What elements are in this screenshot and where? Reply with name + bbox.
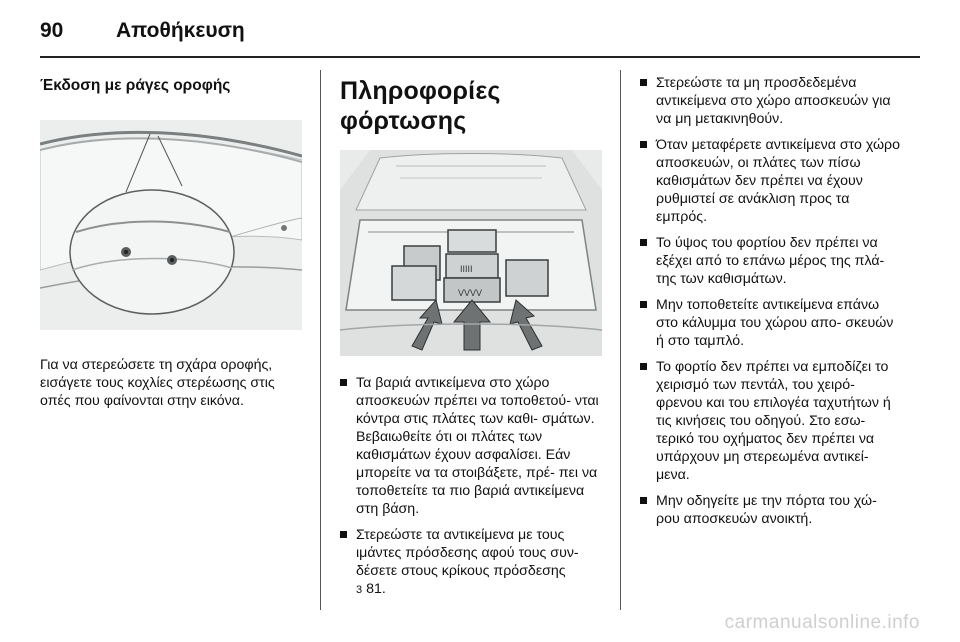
bullet-square-icon xyxy=(340,379,347,386)
bullet-square-icon xyxy=(640,79,647,86)
header-rule xyxy=(40,56,920,58)
page-reference: 81. xyxy=(362,581,386,597)
svg-text:VVVV: VVVV xyxy=(458,288,483,298)
reference-arrow-icon: 3 xyxy=(356,584,363,596)
bullet-square-icon xyxy=(640,239,647,246)
cargo-loading-illustration xyxy=(340,150,602,356)
bullet-item: Στερεώστε τα μη προσδεδεμένα αντικείμενα στο χώρο αποσκευών για να μη μετακινηθούν. xyxy=(640,74,902,128)
loading-bullets-middle xyxy=(340,374,602,599)
column-divider-2 xyxy=(620,70,621,610)
loading-bullets-right xyxy=(640,74,902,528)
middle-column xyxy=(340,76,602,607)
section-title-roof-rails: Έκδοση με ράγες οροφής xyxy=(40,77,231,94)
loading-info-title-line2: φόρτωσης xyxy=(340,107,467,135)
bullet-item: Το ύψος του φορτίου δεν πρέπει να εξέχει από το επάνω μέρος της πλά- της των καθισμάτων. xyxy=(640,234,902,288)
roof-rack-illustration xyxy=(40,120,302,330)
bullet-square-icon xyxy=(640,497,647,504)
bullet-square-icon xyxy=(340,531,347,538)
page-number: 90 xyxy=(40,19,64,42)
bullet-item: Στερεώστε τα αντικείμενα με τους ιμάντες πρόσδεσης αφού τους συν- δέσετε στους κρίκους πρόσδεσης 3 81. xyxy=(340,526,602,599)
page-header xyxy=(40,14,920,48)
page-title: Αποθήκευση xyxy=(116,19,245,42)
left-column xyxy=(40,76,302,410)
roof-rack-instructions: Για να στερεώσετε τη σχάρα οροφής, εισάγετε τους κοχλίες στερέωσης στις οπές που φαίνονται στην εικόνα. xyxy=(40,357,275,409)
bullet-item: Μην τοποθετείτε αντικείμενα επάνω στο κάλυμμα του χώρου απο- σκευών ή στο ταμπλό. xyxy=(640,296,902,350)
column-divider-1 xyxy=(320,70,321,610)
bullet-item: Το φορτίο δεν πρέπει να εμποδίζει το χειρισμό των πεντάλ, του χειρό- φρενου και του επιλογέα ταχυτήτων ή τις κινήσεις του οδηγού. Στο εσω- τερικό του οχήματος δεν πρέπει να υπάρχουν μη στερεωμένα αντικεί- μενα. xyxy=(640,358,902,484)
bullet-square-icon xyxy=(640,141,647,148)
bullet-item: Μην οδηγείτε με την πόρτα του χώ- ρου αποσκευών ανοικτή. xyxy=(640,492,902,528)
bullet-item: Τα βαριά αντικείμενα στο χώρο αποσκευών πρέπει να τοποθετού- νται κόντρα στις πλάτες των καθι- σμάτων. Βεβαιωθείτε ότι οι πλάτες των καθισμάτων έχουν ασφαλίσει. Εάν μπορείτε να τα στοιβάξετε, πρέ- πει να τοποθετείτε τα πιο βαριά αντικείμενα στη βάση. xyxy=(340,374,602,518)
watermark: carmanualsonline.info xyxy=(724,612,920,633)
bullet-square-icon xyxy=(640,301,647,308)
bullet-square-icon xyxy=(640,363,647,370)
bullet-item: Όταν μεταφέρετε αντικείμενα στο χώρο αποσκευών, οι πλάτες των πίσω καθισμάτων δεν πρέπει να έχουν ρυθμιστεί σε ανάκλιση προς τα εμπρός. xyxy=(640,136,902,226)
loading-info-title-line1: Πληροφορίες xyxy=(340,77,501,105)
svg-text:IIIII: IIIII xyxy=(460,264,473,274)
right-column xyxy=(640,74,902,536)
